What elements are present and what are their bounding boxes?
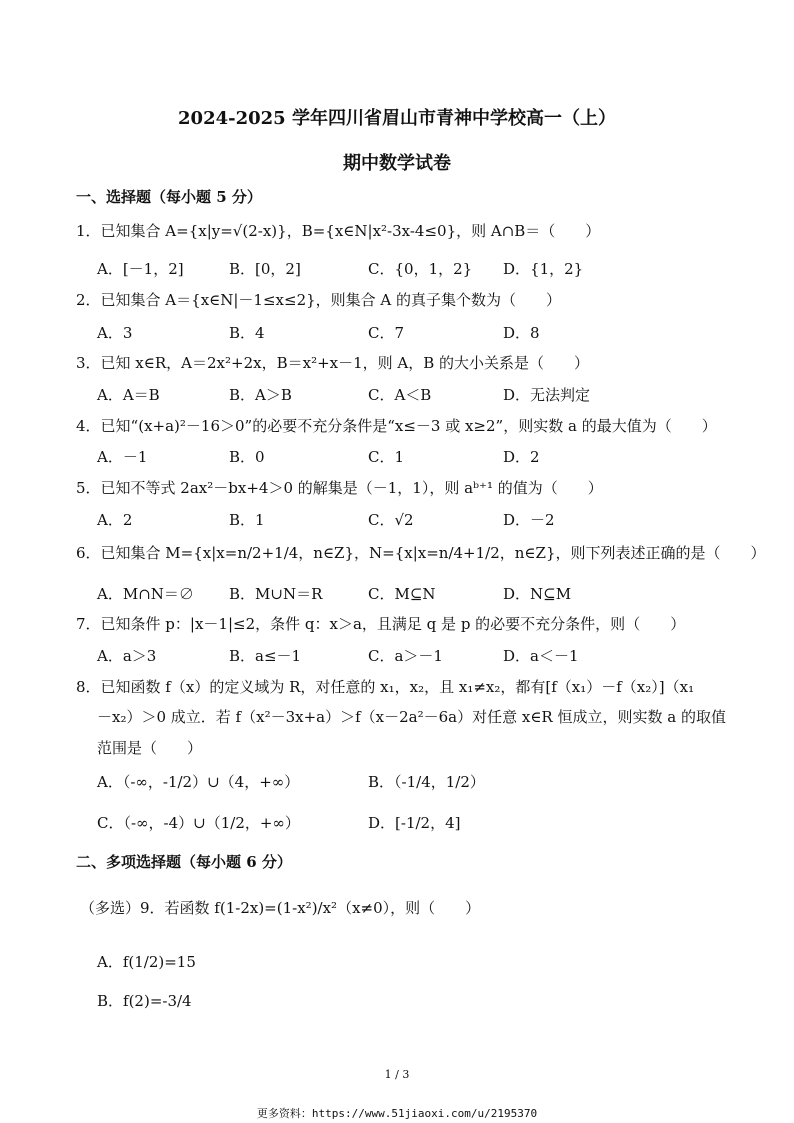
question-4-option-b: B．0 [229, 448, 265, 466]
question-1-option-c: C．{0，1，2} [368, 260, 473, 278]
question-1-stem: 1．已知集合 A={x|y=√(2-x)}，B={x∈N|x²-3x-4≤0}，则 A∩B＝（ ） [76, 222, 601, 240]
section-heading-single-choice: 一、选择题（每小题 5 分） [76, 188, 262, 206]
question-7-option-b: B．a≤－1 [229, 647, 302, 665]
question-4-option-d: D．2 [503, 448, 540, 466]
question-1-option-d: D．{1，2} [503, 260, 584, 278]
question-5-stem: 5．已知不等式 2ax²－bx+4＞0 的解集是（－1，1），则 aᵇ⁺¹ 的值为（ ） [76, 479, 603, 497]
page-number: 1 / 3 [384, 1068, 410, 1081]
question-8-stem-line1: 8．已知函数 f（x）的定义域为 R，对任意的 x₁，x₂，且 x₁≠x₂，都有[f（x₁）－f（x₂）]（x₁ [76, 678, 695, 696]
question-4-stem: 4．已知“(x+a)²－16＞0”的必要不充分条件是“x≤－3 或 x≥2”，则实数 a 的最大值为（ ） [76, 417, 717, 435]
question-3-option-a: A．A＝B [97, 386, 160, 404]
question-5-option-c: C．√2 [368, 511, 414, 529]
question-6-option-b: B．M∪N＝R [229, 585, 323, 603]
question-6-option-d: D．N⊆M [503, 585, 572, 603]
footer-resource-link[interactable]: 更多资料：https://www.51jiaoxi.com/u/2195370 [256, 1107, 538, 1120]
question-4-option-a: A．－1 [97, 448, 148, 466]
question-8-option-b: B．（-1/4，1/2） [368, 773, 485, 791]
question-8-stem-line2: －x₂）＞0 成立．若 f（x²－3x+a）＞f（x－2a²－6a）对任意 x∈R 恒成立，则实数 a 的取值 [97, 708, 726, 726]
exam-title-line1: 2024-2025 学年四川省眉山市青神中学校高一（上） [178, 108, 616, 129]
question-9-stem: （多选）9．若函数 f(1-2x)=(1-x²)/x²（x≠0），则（ ） [80, 899, 481, 917]
question-2-option-a: A．3 [97, 324, 133, 342]
question-3-option-c: C．A＜B [368, 386, 432, 404]
question-2-option-d: D．8 [503, 324, 540, 342]
question-7-option-a: A．a＞3 [97, 647, 157, 665]
question-5-option-a: A．2 [97, 511, 133, 529]
question-5-option-d: D．－2 [503, 511, 555, 529]
question-6-option-a: A．M∩N＝∅ [97, 585, 194, 603]
question-3-stem: 3．已知 x∈R，A＝2x²+2x，B＝x²+x－1，则 A，B 的大小关系是（ ） [76, 354, 590, 372]
question-6-option-c: C．M⊆N [368, 585, 436, 603]
question-2-stem: 2．已知集合 A＝{x∈N|－1≤x≤2}，则集合 A 的真子集个数为（ ） [76, 291, 562, 309]
question-8-option-d: D．[-1/2，4] [368, 814, 461, 832]
question-2-option-c: C．7 [368, 324, 405, 342]
question-7-stem: 7．已知条件 p：|x－1|≤2，条件 q：x＞a，且满足 q 是 p 的必要不充分条件，则（ ） [76, 615, 686, 633]
question-8-stem-line3: 范围是（ ） [97, 739, 203, 757]
question-3-option-d: D．无法判定 [503, 386, 591, 404]
question-8-option-a: A．（-∞，-1/2）∪（4，+∞） [97, 773, 300, 791]
question-2-option-b: B．4 [229, 324, 265, 342]
question-6-stem: 6．已知集合 M={x|x=n/2+1/4，n∈Z}，N={x|x=n/4+1/2，n∈Z}，则下列表述正确的是（ ） [76, 544, 766, 562]
question-7-option-d: D．a＜－1 [503, 647, 579, 665]
question-9-option-b: B．f(2)=-3/4 [97, 992, 192, 1010]
question-4-option-c: C．1 [368, 448, 405, 466]
question-5-option-b: B．1 [229, 511, 265, 529]
question-7-option-c: C．a＞－1 [368, 647, 443, 665]
question-1-option-b: B．[0，2] [229, 260, 301, 278]
question-9-option-a: A．f(1/2)=15 [97, 953, 196, 971]
question-8-option-c: C．（-∞，-4）∪（1/2，+∞） [97, 814, 300, 832]
question-3-option-b: B．A＞B [229, 386, 292, 404]
section-heading-multiple-choice: 二、多项选择题（每小题 6 分） [76, 853, 292, 871]
question-1-option-a: A．[－1，2] [97, 260, 184, 278]
exam-title-line2: 期中数学试卷 [343, 153, 451, 174]
